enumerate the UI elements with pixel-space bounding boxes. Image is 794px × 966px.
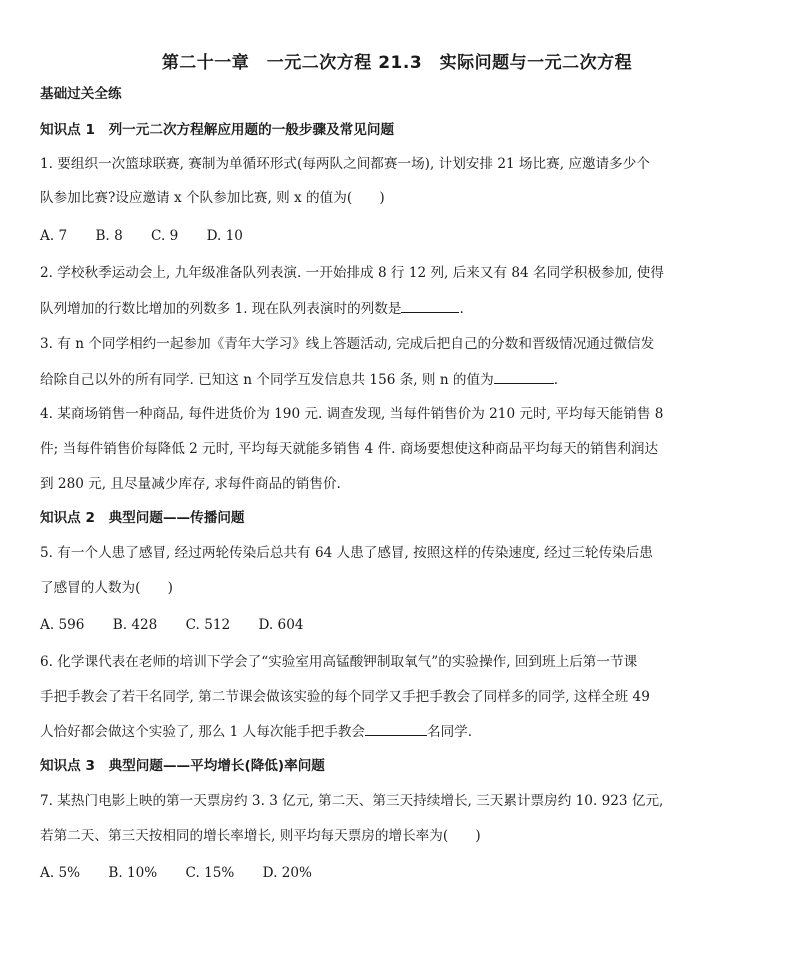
q5-option-b[interactable]: B. 428 (112, 617, 158, 633)
q5-line-1: 5. 有一个人患了感冒, 经过两轮传染后总共有 64 人患了感冒, 按照这样的传染速度, 经过三轮传染后患 (40, 545, 653, 561)
q1-option-a[interactable]: A. 7 (40, 228, 68, 244)
q1-line-1: 1. 要组织一次篮球联赛, 赛制为单循环形式(每两队之间都赛一场), 计划安排 21 场比赛, 应邀请多少个 (40, 156, 650, 172)
q1-options (40, 226, 267, 246)
q4-line-3: 到 280 元, 且尽量减少库存, 求每件商品的销售价. (40, 476, 341, 492)
knowledge-point-1: 知识点 1 列一元二次方程解应用题的一般步骤及常见问题 (40, 122, 395, 138)
q5-options (40, 615, 328, 635)
q7-option-d[interactable]: D. 20% (262, 865, 312, 881)
q6-line-3-text: 人恰好都会做这个实验了, 那么 1 人每次能手把手教会 (40, 724, 365, 740)
q6-line-1: 6. 化学课代表在老师的培训下学会了“实验室用高锰酸钾制取氧气”的实验操作, 回到班上后第一节课 (40, 654, 638, 670)
q5-line-2: 了感冒的人数为( ) (40, 580, 173, 596)
q2-line-2-text: 队列增加的行数比增加的列数多 1. 现在队列表演时的列数是 (40, 301, 402, 317)
q7-options (40, 863, 336, 883)
q3-line-1: 3. 有 n 个同学相约一起参加《青年大学习》线上答题活动, 完成后把自己的分数和晋级情况通过微信发 (40, 336, 655, 352)
q2-line-2-end: . (459, 301, 464, 317)
q1-option-c[interactable]: C. 9 (151, 228, 179, 244)
q3-line-2 (40, 369, 558, 390)
q3-answer-blank[interactable] (494, 369, 554, 384)
q4-line-1: 4. 某商场销售一种商品, 每件进货价为 190 元. 调查发现, 当每件销售价为 210 元时, 平均每天能销售 8 (40, 406, 664, 422)
section-header: 基础过关全练 (40, 86, 122, 102)
q3-line-2-text: 给除自己以外的所有同学. 已知这 n 个同学互发信息共 156 条, 则 n 的值为 (40, 372, 494, 388)
q2-line-2 (40, 298, 464, 319)
q6-line-2: 手把手教会了若干名同学, 第二节课会做该实验的每个同学又手把手教会了同样多的同学, 这样全班 49 (40, 689, 650, 705)
q4-line-2: 件; 当每件销售价每降低 2 元时, 平均每天就能多销售 4 件. 商场要想使这种商品平均每天的销售利润达 (40, 441, 659, 457)
q7-option-c[interactable]: C. 15% (185, 865, 235, 881)
q6-line-3 (40, 721, 472, 742)
q3-line-2-end: . (553, 372, 559, 388)
q1-option-d[interactable]: D. 10 (206, 228, 243, 244)
q5-option-a[interactable]: A. 596 (40, 617, 85, 633)
q7-option-b[interactable]: B. 10% (108, 865, 158, 881)
page-title: 第二十一章 一元二次方程 21.3 实际问题与一元二次方程 (161, 53, 633, 73)
q6-answer-blank[interactable] (365, 721, 427, 736)
q5-option-c[interactable]: C. 512 (185, 617, 231, 633)
q2-line-1: 2. 学校秋季运动会上, 九年级准备队列表演. 一开始排成 8 行 12 列, 后来又有 84 名同学积极参加, 使得 (40, 265, 664, 281)
knowledge-point-3: 知识点 3 典型问题——平均增长(降低)率问题 (40, 758, 325, 774)
q5-option-d[interactable]: D. 604 (258, 617, 304, 633)
q7-line-1: 7. 某热门电影上映的第一天票房约 3. 3 亿元, 第二天、第三天持续增长, 三天累计票房约 10. 923 亿元, (40, 793, 664, 809)
q2-answer-blank[interactable] (401, 298, 459, 313)
knowledge-point-2: 知识点 2 典型问题——传播问题 (40, 510, 245, 526)
q1-line-2: 队参加比赛?设应邀请 x 个队参加比赛, 则 x 的值为( ) (40, 190, 385, 206)
q1-option-b[interactable]: B. 8 (95, 228, 123, 244)
q6-line-3-end: 名同学. (427, 724, 473, 740)
q7-line-2: 若第二天、第三天按相同的增长率增长, 则平均每天票房的增长率为( ) (40, 828, 481, 844)
q7-option-a[interactable]: A. 5% (40, 865, 81, 881)
